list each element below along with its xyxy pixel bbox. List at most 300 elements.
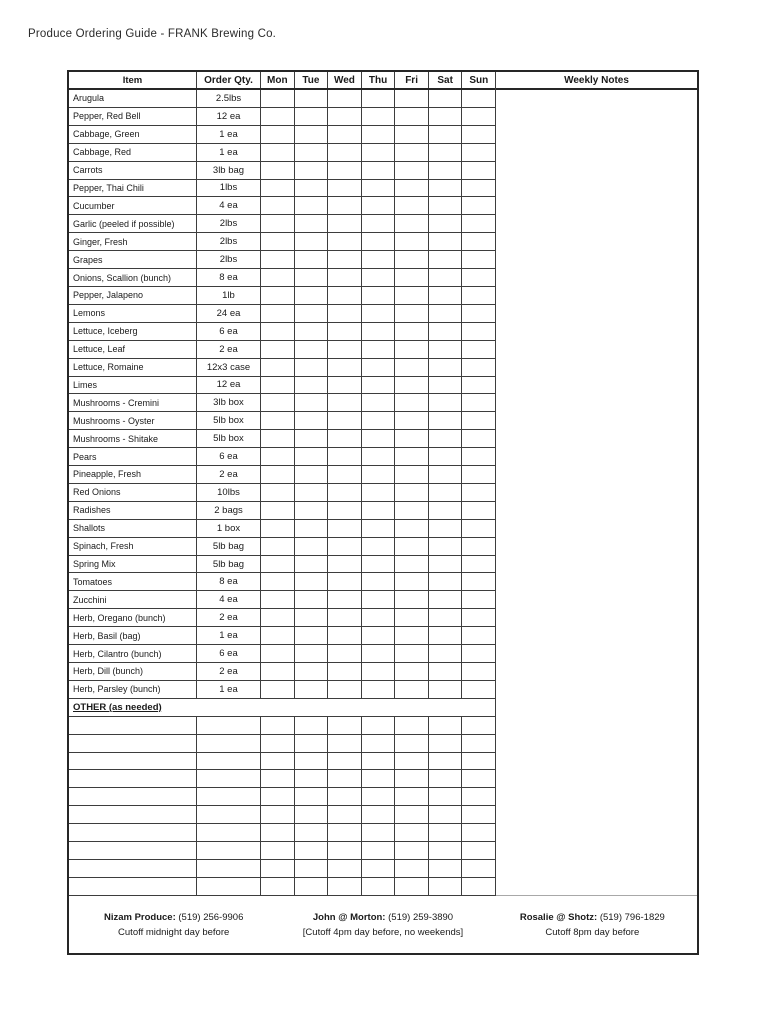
day-order-cell: [362, 377, 396, 395]
order-qty-cell: 4 ea: [197, 197, 261, 215]
day-order-cell: [429, 538, 463, 556]
item-name-cell: Pepper, Jalapeno: [69, 287, 197, 305]
day-order-cell: [362, 806, 396, 824]
day-order-cell: [429, 788, 463, 806]
vendor-cutoff: Cutoff 8pm day before: [545, 926, 640, 938]
day-order-cell: [295, 305, 329, 323]
day-order-cell: [429, 556, 463, 574]
day-order-cell: [295, 878, 329, 896]
item-name-cell: Pineapple, Fresh: [69, 466, 197, 484]
day-order-cell: [328, 162, 362, 180]
day-order-cell: [261, 412, 295, 430]
day-order-cell: [362, 162, 396, 180]
day-order-cell: [362, 860, 396, 878]
order-qty-cell: 2 ea: [197, 663, 261, 681]
day-order-cell: [429, 573, 463, 591]
order-qty-cell: 1 ea: [197, 681, 261, 699]
item-row: [69, 573, 495, 591]
day-order-cell: [328, 394, 362, 412]
day-order-cell: [295, 717, 329, 735]
order-qty-cell: [197, 770, 261, 788]
day-order-cell: [429, 323, 463, 341]
page-title: Produce Ordering Guide - FRANK Brewing Co.: [28, 28, 277, 40]
day-order-cell: [295, 377, 329, 395]
day-order-cell: [362, 663, 396, 681]
day-order-cell: [362, 394, 396, 412]
order-grid: [69, 72, 496, 896]
day-order-cell: [429, 341, 463, 359]
blank-row: [69, 753, 495, 771]
item-name-cell: [69, 753, 197, 771]
item-row: [69, 305, 495, 323]
day-order-cell: [429, 430, 463, 448]
day-order-cell: [362, 359, 396, 377]
item-name-cell: Carrots: [69, 162, 197, 180]
day-order-cell: [462, 305, 495, 323]
day-order-cell: [395, 538, 429, 556]
day-order-cell: [429, 466, 463, 484]
day-order-cell: [429, 287, 463, 305]
other-section-row: [69, 699, 495, 717]
day-order-cell: [295, 269, 329, 287]
day-order-cell: [261, 144, 295, 162]
item-row: [69, 520, 495, 538]
order-qty-cell: 2lbs: [197, 251, 261, 269]
day-order-cell: [395, 681, 429, 699]
day-order-cell: [462, 717, 495, 735]
blank-row: [69, 770, 495, 788]
order-qty-cell: [197, 735, 261, 753]
day-order-cell: [362, 108, 396, 126]
item-row: [69, 323, 495, 341]
day-order-cell: [395, 645, 429, 663]
order-qty-cell: [197, 788, 261, 806]
day-order-cell: [261, 824, 295, 842]
day-order-cell: [462, 663, 495, 681]
blank-row: [69, 788, 495, 806]
item-name-cell: Lettuce, Romaine: [69, 359, 197, 377]
day-order-cell: [395, 609, 429, 627]
day-order-cell: [462, 502, 495, 520]
day-order-cell: [395, 842, 429, 860]
order-qty-cell: [197, 878, 261, 896]
day-order-cell: [328, 860, 362, 878]
day-order-cell: [295, 412, 329, 430]
vendor-contact: [278, 910, 487, 940]
item-row: [69, 448, 495, 466]
day-order-cell: [462, 162, 495, 180]
blank-row: [69, 717, 495, 735]
item-name-cell: [69, 878, 197, 896]
item-name-cell: [69, 806, 197, 824]
day-order-cell: [261, 770, 295, 788]
day-order-cell: [362, 269, 396, 287]
day-order-cell: [362, 591, 396, 609]
day-order-cell: [295, 341, 329, 359]
day-order-cell: [295, 735, 329, 753]
order-qty-cell: [197, 753, 261, 771]
vendor-phone-line: Rosalie @ Shotz: (519) 796-1829: [519, 911, 665, 923]
day-order-cell: [328, 180, 362, 198]
blank-row: [69, 842, 495, 860]
weekly-notes-cell: [496, 90, 697, 896]
order-qty-cell: 8 ea: [197, 269, 261, 287]
day-order-cell: [295, 484, 329, 502]
item-name-cell: Red Onions: [69, 484, 197, 502]
item-name-cell: Onions, Scallion (bunch): [69, 269, 197, 287]
day-order-cell: [295, 180, 329, 198]
day-order-cell: [295, 448, 329, 466]
day-order-cell: [395, 287, 429, 305]
order-qty-cell: 3lb box: [197, 394, 261, 412]
item-row: [69, 377, 495, 395]
item-name-cell: Herb, Parsley (bunch): [69, 681, 197, 699]
day-order-cell: [395, 180, 429, 198]
day-order-cell: [462, 538, 495, 556]
day-order-cell: [395, 806, 429, 824]
day-order-cell: [295, 502, 329, 520]
item-name-cell: Radishes: [69, 502, 197, 520]
item-name-cell: Lettuce, Iceberg: [69, 323, 197, 341]
day-order-cell: [295, 520, 329, 538]
day-order-cell: [462, 341, 495, 359]
day-order-cell: [328, 233, 362, 251]
item-name-cell: [69, 717, 197, 735]
item-name-cell: Tomatoes: [69, 573, 197, 591]
day-order-cell: [429, 412, 463, 430]
day-order-cell: [429, 717, 463, 735]
day-order-cell: [362, 770, 396, 788]
item-name-cell: Arugula: [69, 90, 197, 108]
day-order-cell: [362, 412, 396, 430]
day-order-cell: [261, 287, 295, 305]
header-day-sun: Sun: [469, 74, 489, 86]
day-order-cell: [462, 108, 495, 126]
day-order-cell: [261, 753, 295, 771]
item-name-cell: Cabbage, Green: [69, 126, 197, 144]
day-order-cell: [261, 484, 295, 502]
item-row: [69, 484, 495, 502]
day-order-cell: [362, 287, 396, 305]
day-order-cell: [362, 215, 396, 233]
vendor-phone-line: John @ Morton: (519) 259-3890: [312, 911, 454, 923]
item-row: [69, 269, 495, 287]
day-order-cell: [362, 341, 396, 359]
order-qty-cell: 6 ea: [197, 448, 261, 466]
day-order-cell: [261, 126, 295, 144]
day-order-cell: [362, 788, 396, 806]
day-order-cell: [362, 466, 396, 484]
order-qty-cell: 2 bags: [197, 502, 261, 520]
day-order-cell: [295, 287, 329, 305]
vendor-name: Rosalie @ Shotz:: [519, 911, 598, 923]
order-qty-cell: 1 ea: [197, 126, 261, 144]
day-order-cell: [295, 609, 329, 627]
day-order-cell: [295, 591, 329, 609]
day-order-cell: [328, 842, 362, 860]
header-day-tue: Tue: [295, 72, 329, 88]
day-order-cell: [395, 215, 429, 233]
day-order-cell: [362, 305, 396, 323]
day-order-cell: [362, 197, 396, 215]
day-order-cell: [395, 394, 429, 412]
item-row: [69, 591, 495, 609]
day-order-cell: [462, 359, 495, 377]
day-order-cell: [362, 484, 396, 502]
day-order-cell: [462, 788, 495, 806]
item-row: [69, 627, 495, 645]
item-name-cell: [69, 788, 197, 806]
day-order-cell: [362, 233, 396, 251]
item-name-cell: Cabbage, Red: [69, 144, 197, 162]
item-row: [69, 108, 495, 126]
item-row: [69, 502, 495, 520]
item-name-cell: Mushrooms - Shitake: [69, 430, 197, 448]
order-qty-cell: 10lbs: [197, 484, 261, 502]
day-order-cell: [395, 126, 429, 144]
day-order-cell: [328, 753, 362, 771]
vendor-name: Nizam Produce:: [103, 911, 176, 923]
day-order-cell: [462, 269, 495, 287]
day-order-cell: [395, 377, 429, 395]
day-order-cell: [295, 842, 329, 860]
item-name-cell: Mushrooms - Cremini: [69, 394, 197, 412]
order-qty-cell: 1lbs: [197, 180, 261, 198]
day-order-cell: [429, 591, 463, 609]
day-order-cell: [328, 717, 362, 735]
day-order-cell: [295, 663, 329, 681]
day-order-cell: [462, 323, 495, 341]
day-order-cell: [462, 466, 495, 484]
day-order-cell: [261, 394, 295, 412]
day-order-cell: [429, 269, 463, 287]
day-order-cell: [328, 359, 362, 377]
item-name-cell: Herb, Oregano (bunch): [69, 609, 197, 627]
item-name-cell: Lemons: [69, 305, 197, 323]
day-order-cell: [462, 770, 495, 788]
day-order-cell: [462, 394, 495, 412]
day-order-cell: [328, 645, 362, 663]
item-name-cell: Cucumber: [69, 197, 197, 215]
day-order-cell: [429, 502, 463, 520]
day-order-cell: [362, 717, 396, 735]
item-row: [69, 197, 495, 215]
blank-row: [69, 806, 495, 824]
day-order-cell: [395, 788, 429, 806]
order-qty-cell: 2lbs: [197, 233, 261, 251]
day-order-cell: [395, 269, 429, 287]
day-order-cell: [328, 806, 362, 824]
item-name-cell: Lettuce, Leaf: [69, 341, 197, 359]
day-order-cell: [429, 860, 463, 878]
day-order-cell: [429, 645, 463, 663]
day-order-cell: [261, 627, 295, 645]
day-order-cell: [362, 645, 396, 663]
item-row: [69, 162, 495, 180]
day-order-cell: [261, 377, 295, 395]
day-order-cell: [295, 860, 329, 878]
day-order-cell: [295, 323, 329, 341]
day-order-cell: [429, 753, 463, 771]
item-name-cell: Zucchini: [69, 591, 197, 609]
item-row: [69, 466, 495, 484]
day-order-cell: [261, 573, 295, 591]
day-order-cell: [261, 448, 295, 466]
day-order-cell: [328, 341, 362, 359]
day-order-cell: [462, 430, 495, 448]
day-order-cell: [462, 412, 495, 430]
day-order-cell: [362, 502, 396, 520]
item-name-cell: Shallots: [69, 520, 197, 538]
item-row: [69, 341, 495, 359]
day-order-cell: [395, 233, 429, 251]
vendor-contact: [488, 910, 697, 940]
item-row: [69, 412, 495, 430]
day-order-cell: [395, 591, 429, 609]
day-order-cell: [429, 663, 463, 681]
day-order-cell: [462, 591, 495, 609]
day-order-cell: [328, 663, 362, 681]
day-order-cell: [362, 735, 396, 753]
day-order-cell: [295, 627, 329, 645]
order-qty-cell: [197, 860, 261, 878]
day-order-cell: [462, 878, 495, 896]
order-qty-cell: 24 ea: [197, 305, 261, 323]
day-order-cell: [328, 305, 362, 323]
day-order-cell: [328, 412, 362, 430]
day-order-cell: [462, 627, 495, 645]
day-order-cell: [328, 609, 362, 627]
day-order-cell: [328, 878, 362, 896]
item-row: [69, 538, 495, 556]
day-order-cell: [328, 538, 362, 556]
day-order-cell: [429, 305, 463, 323]
order-table: [69, 72, 697, 896]
day-order-cell: [261, 341, 295, 359]
order-qty-cell: 1 ea: [197, 144, 261, 162]
day-order-cell: [261, 251, 295, 269]
day-order-cell: [429, 609, 463, 627]
day-order-cell: [295, 359, 329, 377]
day-order-cell: [328, 627, 362, 645]
day-order-cell: [261, 269, 295, 287]
vendor-name: John @ Morton:: [312, 911, 386, 923]
header-day-thu: Thu: [362, 72, 396, 88]
day-order-cell: [462, 681, 495, 699]
item-row: [69, 394, 495, 412]
day-order-cell: [395, 770, 429, 788]
vendor-phone-line: Nizam Produce: (519) 256-9906: [103, 911, 244, 923]
day-order-cell: [429, 126, 463, 144]
item-row: [69, 215, 495, 233]
day-order-cell: [395, 717, 429, 735]
grid-header-row: [69, 72, 495, 90]
day-order-cell: [362, 753, 396, 771]
item-row: [69, 663, 495, 681]
day-order-cell: [261, 842, 295, 860]
day-order-cell: [429, 197, 463, 215]
day-order-cell: [395, 735, 429, 753]
order-qty-cell: [197, 806, 261, 824]
day-order-cell: [395, 162, 429, 180]
order-qty-cell: 5lb box: [197, 430, 261, 448]
day-order-cell: [429, 233, 463, 251]
day-order-cell: [295, 788, 329, 806]
day-order-cell: [362, 681, 396, 699]
day-order-cell: [395, 573, 429, 591]
day-order-cell: [261, 735, 295, 753]
day-order-cell: [395, 502, 429, 520]
day-order-cell: [328, 448, 362, 466]
day-order-cell: [295, 197, 329, 215]
day-order-cell: [328, 90, 362, 108]
day-order-cell: [395, 305, 429, 323]
order-qty-cell: 1 box: [197, 520, 261, 538]
day-order-cell: [395, 108, 429, 126]
day-order-cell: [362, 430, 396, 448]
day-order-cell: [395, 341, 429, 359]
day-order-cell: [328, 430, 362, 448]
order-qty-cell: [197, 842, 261, 860]
order-qty-cell: 2 ea: [197, 609, 261, 627]
day-order-cell: [462, 842, 495, 860]
day-order-cell: [395, 753, 429, 771]
day-order-cell: [362, 842, 396, 860]
day-order-cell: [261, 609, 295, 627]
day-order-cell: [395, 824, 429, 842]
item-name-cell: Pepper, Thai Chili: [69, 180, 197, 198]
footer-vendors: [69, 896, 697, 953]
day-order-cell: [295, 806, 329, 824]
day-order-cell: [261, 878, 295, 896]
header-day-sat: Sat: [429, 72, 463, 88]
item-name-cell: [69, 860, 197, 878]
item-name-cell: Pears: [69, 448, 197, 466]
item-row: [69, 430, 495, 448]
day-order-cell: [395, 144, 429, 162]
day-order-cell: [462, 197, 495, 215]
item-name-cell: Mushrooms - Oyster: [69, 412, 197, 430]
day-order-cell: [462, 753, 495, 771]
header-order-qty: Order Qty.: [197, 72, 261, 88]
day-order-cell: [328, 215, 362, 233]
day-order-cell: [295, 144, 329, 162]
item-row: [69, 251, 495, 269]
day-order-cell: [395, 412, 429, 430]
day-order-cell: [429, 215, 463, 233]
item-row: [69, 681, 495, 699]
day-order-cell: [295, 108, 329, 126]
day-order-cell: [362, 251, 396, 269]
day-order-cell: [429, 735, 463, 753]
day-order-cell: [295, 645, 329, 663]
day-order-cell: [362, 90, 396, 108]
day-order-cell: [328, 269, 362, 287]
day-order-cell: [295, 466, 329, 484]
item-name-cell: Herb, Basil (bag): [69, 627, 197, 645]
item-row: [69, 556, 495, 574]
day-order-cell: [328, 556, 362, 574]
day-order-cell: [462, 824, 495, 842]
day-order-cell: [261, 323, 295, 341]
day-order-cell: [261, 215, 295, 233]
day-order-cell: [395, 430, 429, 448]
item-name-cell: Spinach, Fresh: [69, 538, 197, 556]
day-order-cell: [261, 645, 295, 663]
day-order-cell: [328, 484, 362, 502]
order-qty-cell: 2.5lbs: [197, 90, 261, 108]
blank-row: [69, 824, 495, 842]
